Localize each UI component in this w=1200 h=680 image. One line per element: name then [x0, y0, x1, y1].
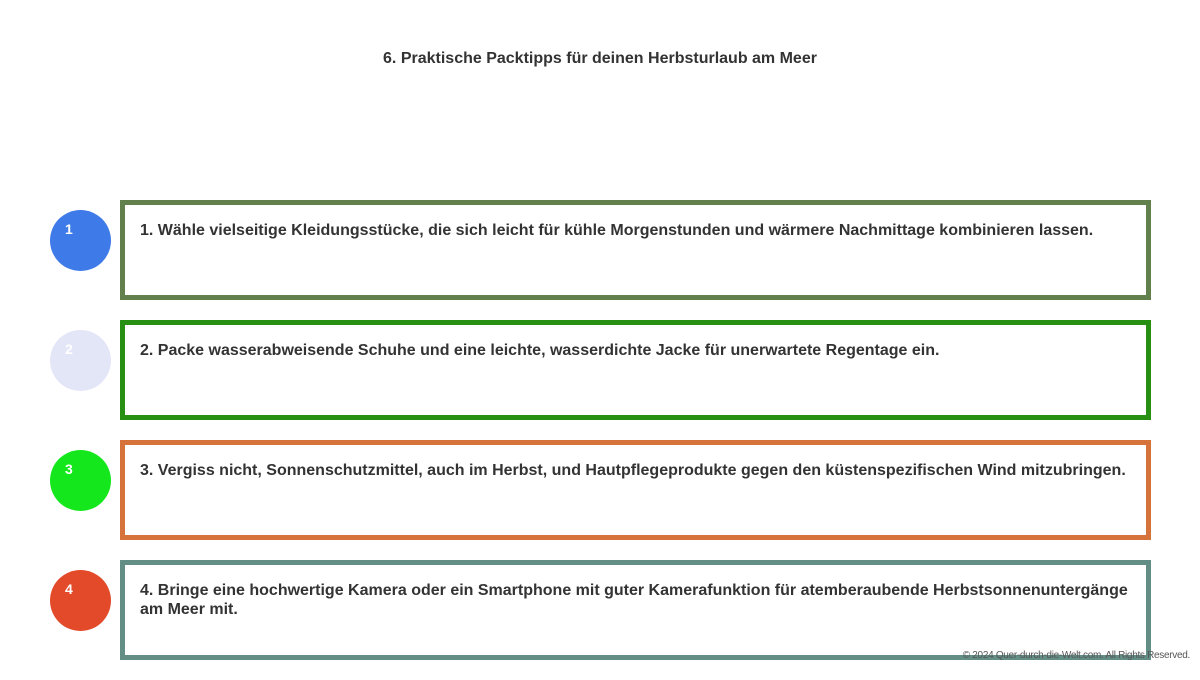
- tip-number-badge: [50, 450, 111, 511]
- copyright-footer: © 2024 Quer-durch-die-Welt.com. All Rights Reserved.: [962, 650, 1190, 661]
- tip-card: [120, 440, 1151, 540]
- tip-card: [120, 560, 1151, 660]
- tip-number: 3: [65, 461, 73, 477]
- tip-number: 4: [65, 581, 73, 597]
- tip-text: 3. Vergiss nicht, Sonnenschutzmittel, auch im Herbst, und Hautpflegeprodukte gegen den küstenspezifischen Wind mitzubringen.: [140, 462, 1126, 479]
- tip-text: 2. Packe wasserabweisende Schuhe und eine leichte, wasserdichte Jacke für unerwartete Regentage ein.: [140, 342, 940, 359]
- page-title: 6. Praktische Packtipps für deinen Herbsturlaub am Meer: [383, 50, 817, 67]
- tip-number-badge: [50, 330, 111, 391]
- tip-number: 1: [65, 221, 73, 237]
- tip-number-badge: [50, 210, 111, 271]
- tip-card: [120, 320, 1151, 420]
- tip-card: [120, 200, 1151, 300]
- tip-number: 2: [65, 341, 73, 357]
- tip-text: 4. Bringe eine hochwertige Kamera oder ein Smartphone mit guter Kamerafunktion für atemberaubende Herbstsonnenuntergänge am Meer mit.: [140, 582, 1128, 618]
- tip-text: 1. Wähle vielseitige Kleidungsstücke, die sich leicht für kühle Morgenstunden und wärmere Nachmittage kombinieren lassen.: [140, 222, 1094, 239]
- tip-number-badge: [50, 570, 111, 631]
